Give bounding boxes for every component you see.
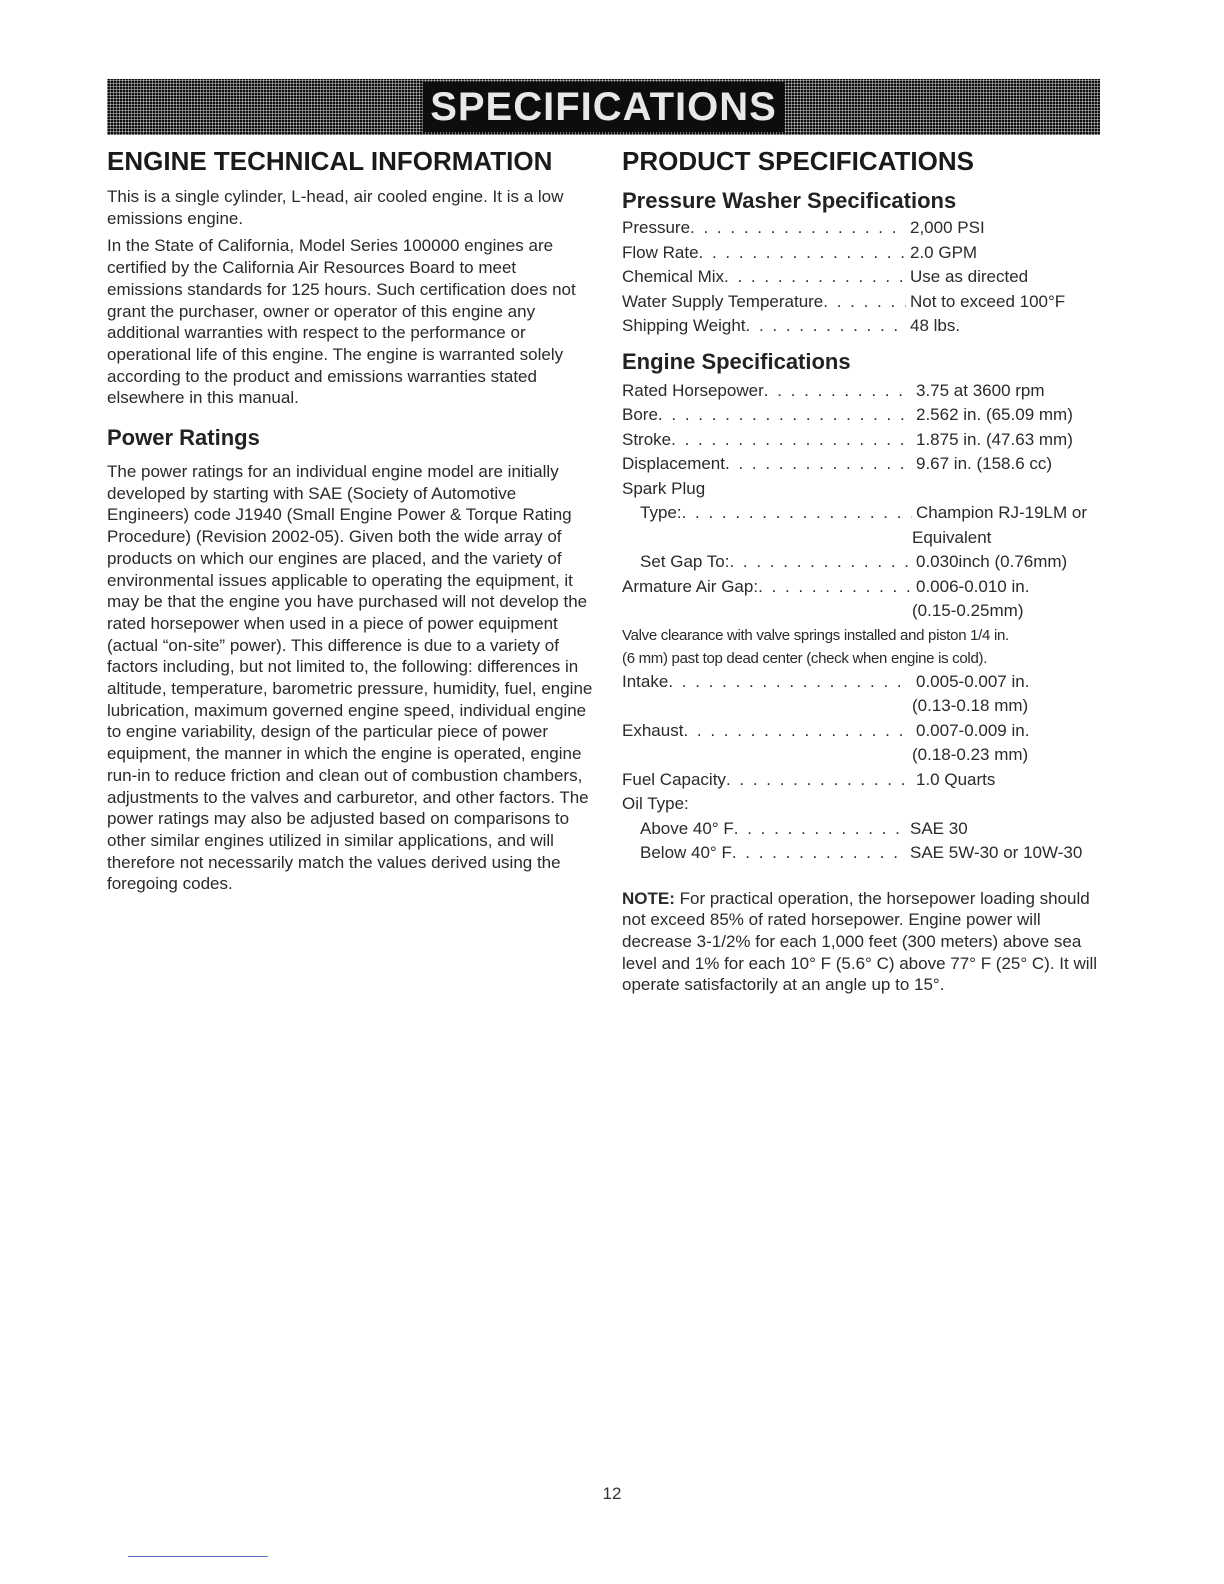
footer-rule [128,1556,268,1557]
note-text: For practical operation, the horsepower loading should not exceed 85% of rated horsepower. Engine power will decrease 3-1/2% for each 1,000 feet (300 meters) above sea level and 1% for each 10° F (5.6° C) above 77° F (25° C). It will operate satisfactorily at an angle up to 15°. [622,888,1098,995]
spec-value-continued: (0.13-0.18 mm) [912,696,1029,715]
engine-specifications-heading: Engine Specifications [622,348,851,374]
spec-row-stroke [622,428,1112,453]
spec-label: Exhaust [622,720,684,740]
engine-technical-column [107,144,595,901]
spec-label: Fuel Capacity [622,769,726,789]
spec-value: Not to exceed 100°F [910,291,1066,311]
spec-label: Above 40° F [640,818,734,838]
spec-row-exhaust [622,719,1112,744]
spec-row-fuel-capacity [622,768,1112,793]
valve-clearance-note-cont: (6 mm) past top dead center (check when engine is cold). [622,649,988,667]
spec-row-rated-horsepower [622,379,1112,404]
engine-specs [622,379,1112,866]
spec-label: Flow Rate [622,242,699,262]
spec-row-set-gap [622,550,1112,575]
spec-row-shipping-weight [622,314,1112,339]
spec-label: Intake [622,671,669,691]
spark-plug-label: Spark Plug [622,478,706,498]
spec-label: Below 40° F [640,843,732,862]
spec-row-chemical-mix [622,265,1112,290]
spec-value: 9.67 in. (158.6 cc) [916,454,1053,473]
spec-label: Shipping Weight [622,316,746,335]
spec-value: 1.0 Quarts [916,769,996,789]
spec-label: Pressure [622,218,691,237]
spec-label: Stroke [622,429,672,449]
spec-row-spark-type [622,501,1112,526]
spec-row-pressure [622,216,1112,241]
spec-label: Type: [640,503,682,522]
spec-row-intake [622,670,1112,695]
spec-row-flow-rate [622,241,1112,266]
spec-row-displacement [622,452,1112,477]
power-ratings-paragraph: The power ratings for an individual engine model are initially developed by starting with SAE (Society of Automotive Engineers) code J1940 (Small Engine Power & Torque Rating Procedure) (Revision 2002-05). Given both the wide array of products on which our engines are placed, and the variety of environmental issues applicable to operating the equipment, it may be that the engine you have purchased will not develop the rated horsepower when used in a piece of power equipment (actual “on-site” power). This difference is due to a variety of factors including, but not limited to, the following: differences in altitude, temperature, barometric pressure, humidity, fuel, engine lubrication, maximum governed engine speed, individual engine to engine variability, design of the particular piece of power equipment, the manner in which the engine is operated, engine run-in to reduce friction and clean out of combustion chambers, adjustments to the valves and carburetor, and other factors. The power ratings may also be adjusted based on comparisons to other similar engines utilized in similar applications, and will therefore not necessarily match the values derived using the foregoing codes. [107,462,593,894]
spec-value: 2,000 PSI [910,218,985,237]
note-label: NOTE: [622,888,675,908]
spec-label: Displacement [622,454,725,473]
california-paragraph: In the State of California, Model Series 100000 engines are certified by the California Air Resources Board to meet emissions standards for 125 hours. Such certification does not grant the purchaser, owner or operator of this engine any additional warranties with respect to the performance or operational life of this engine. The engine is warranted solely according to the product and emissions warranties stated elsewhere in this manual. [107,236,576,408]
spec-value: Champion RJ-19LM or [916,503,1088,522]
spec-label: Set Gap To: [640,552,730,571]
product-specifications-column [622,144,1112,1013]
spec-value: 0.030inch (0.76mm) [916,552,1068,571]
spec-value: Use as directed [910,267,1029,286]
spec-value-continued: (0.15-0.25mm) [912,601,1024,620]
specifications-banner [107,79,1100,135]
spec-value: 1.875 in. (47.63 mm) [916,429,1073,449]
spec-label: Chemical Mix [622,267,725,286]
spec-row-oil-below [622,841,1112,866]
spec-value-continued: (0.18-0.23 mm) [912,745,1029,764]
oil-type-label: Oil Type: [622,794,689,813]
spec-value: 2.0 GPM [910,242,978,262]
product-specifications-heading: PRODUCT SPECIFICATIONS [622,146,974,176]
spec-value: 0.005-0.007 in. [916,671,1030,691]
spec-label: Bore [622,405,658,424]
spec-value: 48 lbs. [910,316,961,335]
engine-technical-heading: ENGINE TECHNICAL INFORMATION [107,146,553,176]
valve-clearance-note: Valve clearance with valve springs installed and piston 1/4 in. [622,626,1009,644]
spec-value: SAE 5W-30 or 10W-30 [910,843,1083,862]
pressure-washer-specs [622,216,1112,339]
pressure-washer-heading: Pressure Washer Specifications [622,188,957,213]
spec-value: 0.006-0.010 in. [916,576,1030,596]
power-ratings-heading: Power Ratings [107,425,260,451]
horsepower-note [622,888,1112,997]
spec-label: Water Supply Temperature [622,291,824,311]
spec-value: SAE 30 [910,818,968,838]
spec-value-continued: Equivalent [912,527,992,547]
page-number: 12 [602,1484,622,1503]
spec-label: Armature Air Gap: [622,576,759,596]
spec-row-water-temp [622,290,1112,315]
spec-value: 0.007-0.009 in. [916,720,1030,740]
spec-label: Rated Horsepower [622,380,764,400]
spec-row-bore [622,403,1112,428]
spec-row-oil-above [622,817,1112,842]
banner-title: SPECIFICATIONS [422,82,785,132]
engine-intro-paragraph: This is a single cylinder, L-head, air cooled engine. It is a low emissions engine. [107,187,564,228]
spec-row-armature-gap [622,575,1112,600]
spec-value: 3.75 at 3600 rpm [916,380,1045,400]
spec-value: 2.562 in. (65.09 mm) [916,405,1073,424]
